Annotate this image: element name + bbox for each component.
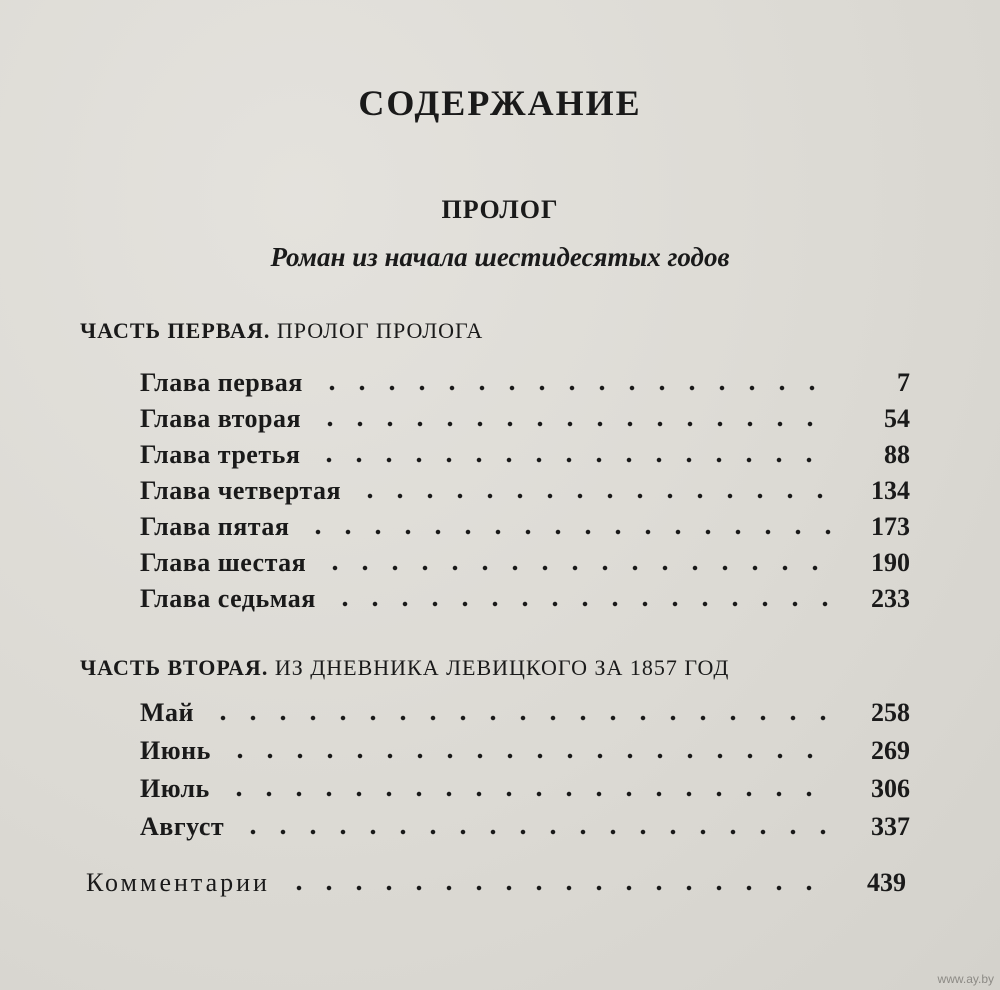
- dot-leader: [284, 884, 830, 892]
- toc-entry-chapter-5[interactable]: [140, 506, 910, 542]
- toc-entry-label: Июнь: [140, 736, 211, 765]
- toc-entry-chapter-7[interactable]: [140, 578, 910, 614]
- dot-leader: [314, 456, 834, 464]
- toc-entry-chapter-3[interactable]: [140, 434, 910, 470]
- page-title: СОДЕРЖАНИЕ: [358, 83, 642, 123]
- toc-entry-page: 173: [871, 512, 910, 541]
- book-subtitle: Роман из начала шестидесятых годов: [270, 242, 730, 272]
- dot-leader: [238, 828, 834, 836]
- watermark: www.ay.by: [937, 972, 994, 986]
- part-heading-name: ИЗ ДНЕВНИКА ЛЕВИЦКОГО ЗА 1857 ГОД: [274, 655, 730, 680]
- toc-entry-page: 134: [871, 476, 910, 505]
- dot-leader: [320, 564, 834, 572]
- part-heading-second: [80, 655, 729, 681]
- toc-entry-page: 269: [871, 736, 910, 765]
- toc-entry-page: 337: [871, 812, 910, 841]
- toc-entry-label: Комментарии: [86, 868, 270, 897]
- part-heading-lead: ЧАСТЬ ВТОРАЯ.: [80, 655, 269, 680]
- toc-entry-label: Глава первая: [140, 368, 303, 397]
- toc-entry-page: 190: [871, 548, 910, 577]
- toc-entry-page: 54: [884, 404, 910, 433]
- toc-entry-august[interactable]: [140, 806, 910, 842]
- toc-entry-label: Глава седьмая: [140, 584, 316, 613]
- part-heading-first: [80, 318, 483, 344]
- toc-entry-label: Глава пятая: [140, 512, 290, 541]
- toc-entry-chapter-2[interactable]: [140, 398, 910, 434]
- toc-entry-label: Глава вторая: [140, 404, 302, 433]
- dot-leader: [315, 420, 834, 428]
- toc-entry-label: Глава шестая: [140, 548, 307, 577]
- toc-entry-comments[interactable]: [86, 862, 906, 898]
- toc-entry-label: Май: [140, 698, 195, 727]
- part-heading-name: ПРОЛОГ ПРОЛОГА: [276, 318, 484, 343]
- toc-entry-chapter-1[interactable]: [140, 362, 910, 398]
- dot-leader: [225, 752, 834, 760]
- toc-entry-label: Июль: [140, 774, 210, 803]
- toc-entry-june[interactable]: [140, 730, 910, 766]
- toc-entry-page: 258: [871, 698, 910, 727]
- dot-leader: [355, 492, 834, 500]
- part-heading-lead: ЧАСТЬ ПЕРВАЯ.: [80, 318, 271, 343]
- dot-leader: [317, 384, 834, 392]
- toc-entry-chapter-4[interactable]: [140, 470, 910, 506]
- toc-entry-may[interactable]: [140, 692, 910, 728]
- dot-leader: [208, 714, 834, 722]
- dot-leader: [224, 790, 834, 798]
- toc-entry-label: Глава третья: [140, 440, 301, 469]
- toc-entry-page: 233: [871, 584, 910, 613]
- toc-entry-label: Август: [140, 812, 225, 841]
- toc-entry-page: 439: [867, 868, 906, 897]
- toc-entry-chapter-6[interactable]: [140, 542, 910, 578]
- dot-leader: [330, 600, 834, 608]
- toc-entry-label: Глава четвертая: [140, 476, 342, 505]
- toc-entry-page: 7: [897, 368, 910, 397]
- book-title: ПРОЛОГ: [441, 195, 559, 224]
- toc-entry-july[interactable]: [140, 768, 910, 804]
- toc-entry-page: 88: [884, 440, 910, 469]
- dot-leader: [303, 528, 834, 536]
- toc-entry-page: 306: [871, 774, 910, 803]
